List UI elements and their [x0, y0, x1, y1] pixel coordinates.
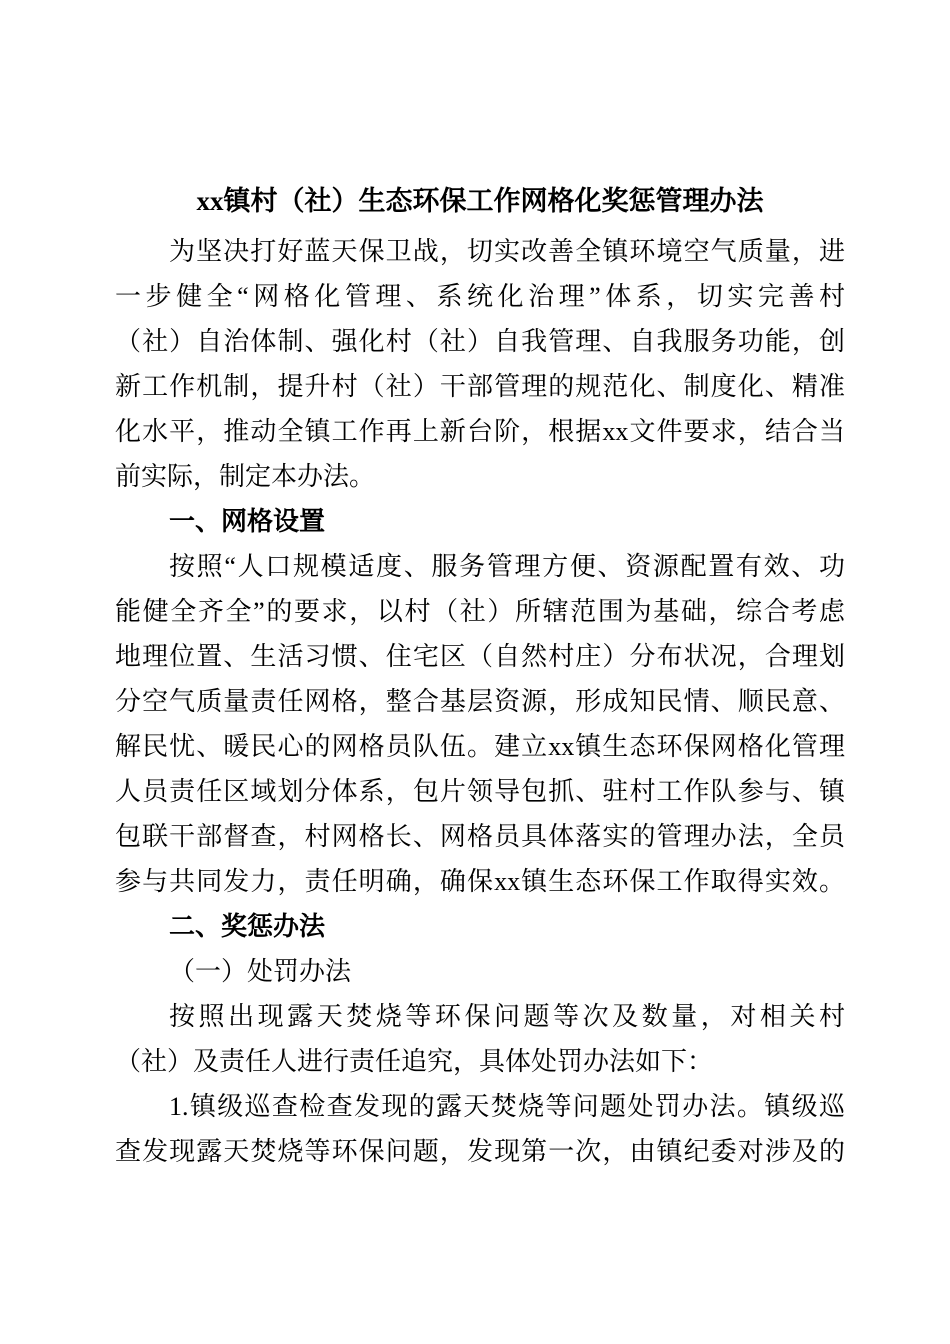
text-line: （一）处罚办法: [169, 957, 352, 986]
text-line: 能健全齐全”的要求，以村（社）所辖范围为基础，综合考虑: [115, 597, 845, 626]
document-title: xx镇村（社）生态环保工作网格化奖惩管理办法: [196, 186, 764, 216]
document-body: [115, 179, 845, 1174]
section-heading: 二、奖惩办法: [169, 912, 326, 941]
text-line: 一步健全“网格化管理、系统化治理”体系，切实完善村: [115, 282, 845, 311]
text-line: 参与共同发力，责任明确，确保xx镇生态环保工作取得实效。: [115, 867, 845, 896]
text-line: 新工作机制，提升村（社）干部管理的规范化、制度化、精准: [115, 372, 845, 401]
section-heading: 一、网格设置: [169, 507, 326, 536]
text-line: 前实际，制定本办法。: [115, 462, 376, 491]
text-line: 人员责任区域划分体系，包片领导包抓、驻村工作队参与、镇: [115, 777, 845, 806]
text-line: 查发现露天焚烧等环保问题，发现第一次，由镇纪委对涉及的: [115, 1137, 845, 1166]
text-line: 按照“人口规模适度、服务管理方便、资源配置有效、功: [169, 552, 845, 581]
text-line: 地理位置、生活习惯、住宅区（自然村庄）分布状况，合理划: [115, 642, 845, 671]
text-line: 解民忧、暖民心的网格员队伍。建立xx镇生态环保网格化管理: [115, 732, 845, 761]
text-line: 1.镇级巡查检查发现的露天焚烧等问题处罚办法。镇级巡: [169, 1092, 845, 1121]
text-line: 包联干部督查，村网格长、网格员具体落实的管理办法，全员: [115, 822, 845, 851]
text-line: （社）自治体制、强化村（社）自我管理、自我服务功能，创: [115, 327, 845, 356]
text-line: 分空气质量责任网格，整合基层资源，形成知民情、顺民意、: [115, 687, 845, 716]
text-line: （社）及责任人进行责任追究，具体处罚办法如下：: [115, 1047, 714, 1076]
text-line: 化水平，推动全镇工作再上新台阶，根据xx文件要求，结合当: [115, 417, 845, 446]
text-line: 为坚决打好蓝天保卫战，切实改善全镇环境空气质量，进: [169, 237, 845, 266]
text-line: 按照出现露天焚烧等环保问题等次及数量，对相关村: [169, 1002, 845, 1031]
